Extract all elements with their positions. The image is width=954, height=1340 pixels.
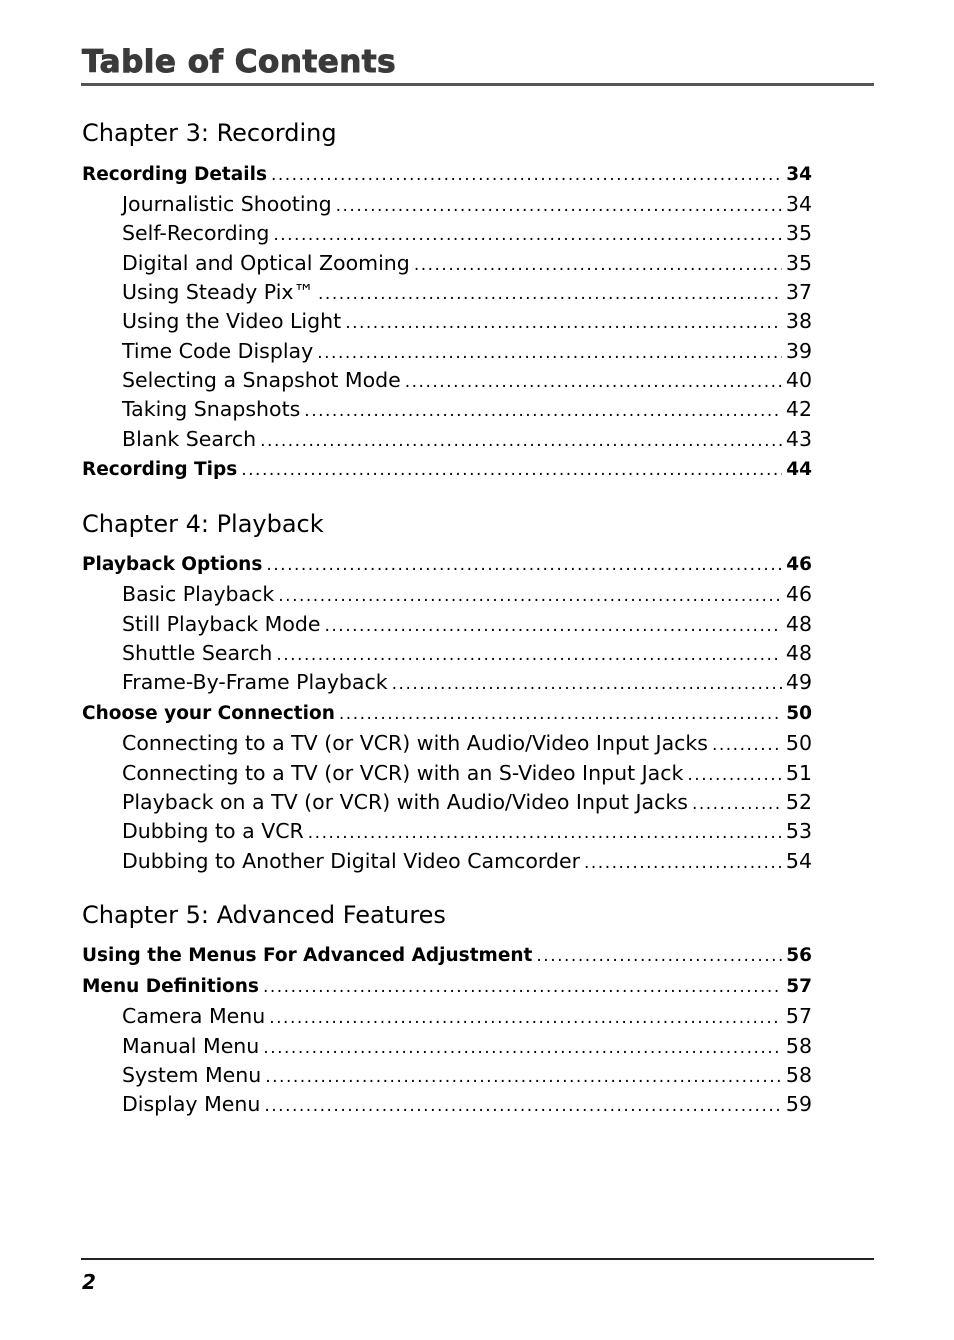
entry-page: 35 [785,221,812,245]
dot-leader [325,612,782,640]
entry-label: Choose your Connection [82,703,335,724]
entry-label: Using Steady Pix™ [122,280,315,304]
entry-page: 43 [785,427,812,451]
entry-label: Using the Menus For Advanced Adjustment [82,945,533,966]
toc-entry[interactable] [82,219,812,249]
toc-entry[interactable] [82,1002,812,1032]
entry-label: Menu Definitions [82,976,259,997]
dot-leader [276,641,782,669]
entry-label: Digital and Optical Zooming [122,251,410,275]
dot-leader [265,1063,782,1091]
entry-label: Frame-By-Frame Playback [122,670,388,694]
entry-page: 44 [786,459,812,480]
toc-entry[interactable] [82,395,812,425]
dot-leader [336,192,782,220]
dot-leader [263,973,782,1001]
toc-entry[interactable] [82,190,812,220]
toc-entry[interactable] [82,307,812,337]
entry-label: Still Playback Mode [122,612,321,636]
toc-entry[interactable] [82,456,812,484]
dot-leader [304,397,782,425]
dot-leader [414,251,782,279]
entry-label: Recording Tips [82,459,238,480]
dot-leader [345,309,782,337]
toc-entry[interactable] [82,610,812,640]
toc-entry[interactable] [82,700,812,728]
dot-leader [241,456,782,484]
entry-label: Time Code Display [122,339,314,363]
dot-leader [271,161,782,189]
dot-leader [584,849,782,877]
dot-leader [273,221,782,249]
entry-page: 58 [785,1063,812,1087]
entry-label: System Menu [122,1063,262,1087]
entry-label: Connecting to a TV (or VCR) with an S-Video Input Jack [122,761,684,785]
dot-leader [536,942,782,970]
dot-leader [278,582,782,610]
entry-page: 59 [785,1092,812,1116]
entry-label: Display Menu [122,1092,261,1116]
chapter-heading: Chapter 3: Recording [82,119,337,147]
toc-entry[interactable] [82,366,812,396]
entry-page: 48 [785,641,812,665]
entry-page: 50 [785,731,812,755]
dot-leader [263,1034,782,1062]
toc-entry[interactable] [82,580,812,610]
chapter-heading: Chapter 4: Playback [82,510,324,538]
toc-entry[interactable] [82,668,812,698]
entry-label: Basic Playback [122,582,275,606]
entry-page: 49 [785,670,812,694]
dot-leader [339,700,782,728]
entry-page: 53 [785,819,812,843]
dot-leader [269,1004,782,1032]
entry-page: 46 [785,582,812,606]
page-title: Table of Contents [82,44,397,80]
entry-label: Manual Menu [122,1034,260,1058]
entry-page: 52 [785,790,812,814]
dot-leader [712,731,782,759]
page-number: 2 [82,1270,96,1294]
toc-entry[interactable] [82,249,812,279]
entry-page: 35 [785,251,812,275]
entry-label: Self-Recording [122,221,270,245]
dot-leader [687,761,782,789]
toc-entry[interactable] [82,973,812,1001]
dot-leader [308,819,782,847]
entry-page: 37 [785,280,812,304]
entry-page: 50 [786,703,812,724]
dot-leader [260,427,782,455]
toc-entry[interactable] [82,1090,812,1120]
toc-entry[interactable] [82,1032,812,1062]
toc-entry[interactable] [82,551,812,579]
dot-leader [317,339,782,367]
dot-leader [266,551,782,579]
entry-page: 54 [785,849,812,873]
entry-label: Blank Search [122,427,257,451]
entry-page: 38 [785,309,812,333]
toc-entry[interactable] [82,639,812,669]
footer-rule [81,1258,874,1260]
entry-label: Camera Menu [122,1004,266,1028]
toc-entry[interactable] [82,788,812,818]
entry-label: Shuttle Search [122,641,273,665]
entry-label: Dubbing to a VCR [122,819,304,843]
toc-entry[interactable] [82,847,812,877]
dot-leader [405,368,782,396]
toc-entry[interactable] [82,337,812,367]
entry-label: Playback on a TV (or VCR) with Audio/Video Input Jacks [122,790,688,814]
entry-page: 51 [785,761,812,785]
dot-leader [264,1092,782,1120]
toc-entry[interactable] [82,729,812,759]
entry-page: 57 [785,1004,812,1028]
dot-leader [692,790,782,818]
entry-page: 58 [785,1034,812,1058]
entry-label: Playback Options [82,554,263,575]
entry-label: Recording Details [82,164,267,185]
toc-entry[interactable] [82,817,812,847]
entry-label: Journalistic Shooting [122,192,332,216]
toc-entry[interactable] [82,161,812,189]
entry-page: 57 [786,976,812,997]
toc-entry[interactable] [82,1061,812,1091]
dot-leader [318,280,782,308]
entry-page: 46 [786,554,812,575]
dot-leader [392,670,782,698]
entry-page: 34 [785,192,812,216]
entry-label: Connecting to a TV (or VCR) with Audio/Video Input Jacks [122,731,708,755]
entry-label: Dubbing to Another Digital Video Camcorder [122,849,580,873]
entry-page: 34 [786,164,812,185]
entry-label: Taking Snapshots [122,397,301,421]
toc-entry[interactable] [82,278,812,308]
toc-entry[interactable] [82,425,812,455]
title-rule [81,83,874,86]
entry-label: Using the Video Light [122,309,342,333]
chapter-heading: Chapter 5: Advanced Features [82,901,446,929]
toc-entry[interactable] [82,942,812,970]
toc-entry[interactable] [82,759,812,789]
entry-label: Selecting a Snapshot Mode [122,368,401,392]
entry-page: 40 [785,368,812,392]
entry-page: 48 [785,612,812,636]
entry-page: 42 [785,397,812,421]
entry-page: 56 [786,945,812,966]
entry-page: 39 [785,339,812,363]
